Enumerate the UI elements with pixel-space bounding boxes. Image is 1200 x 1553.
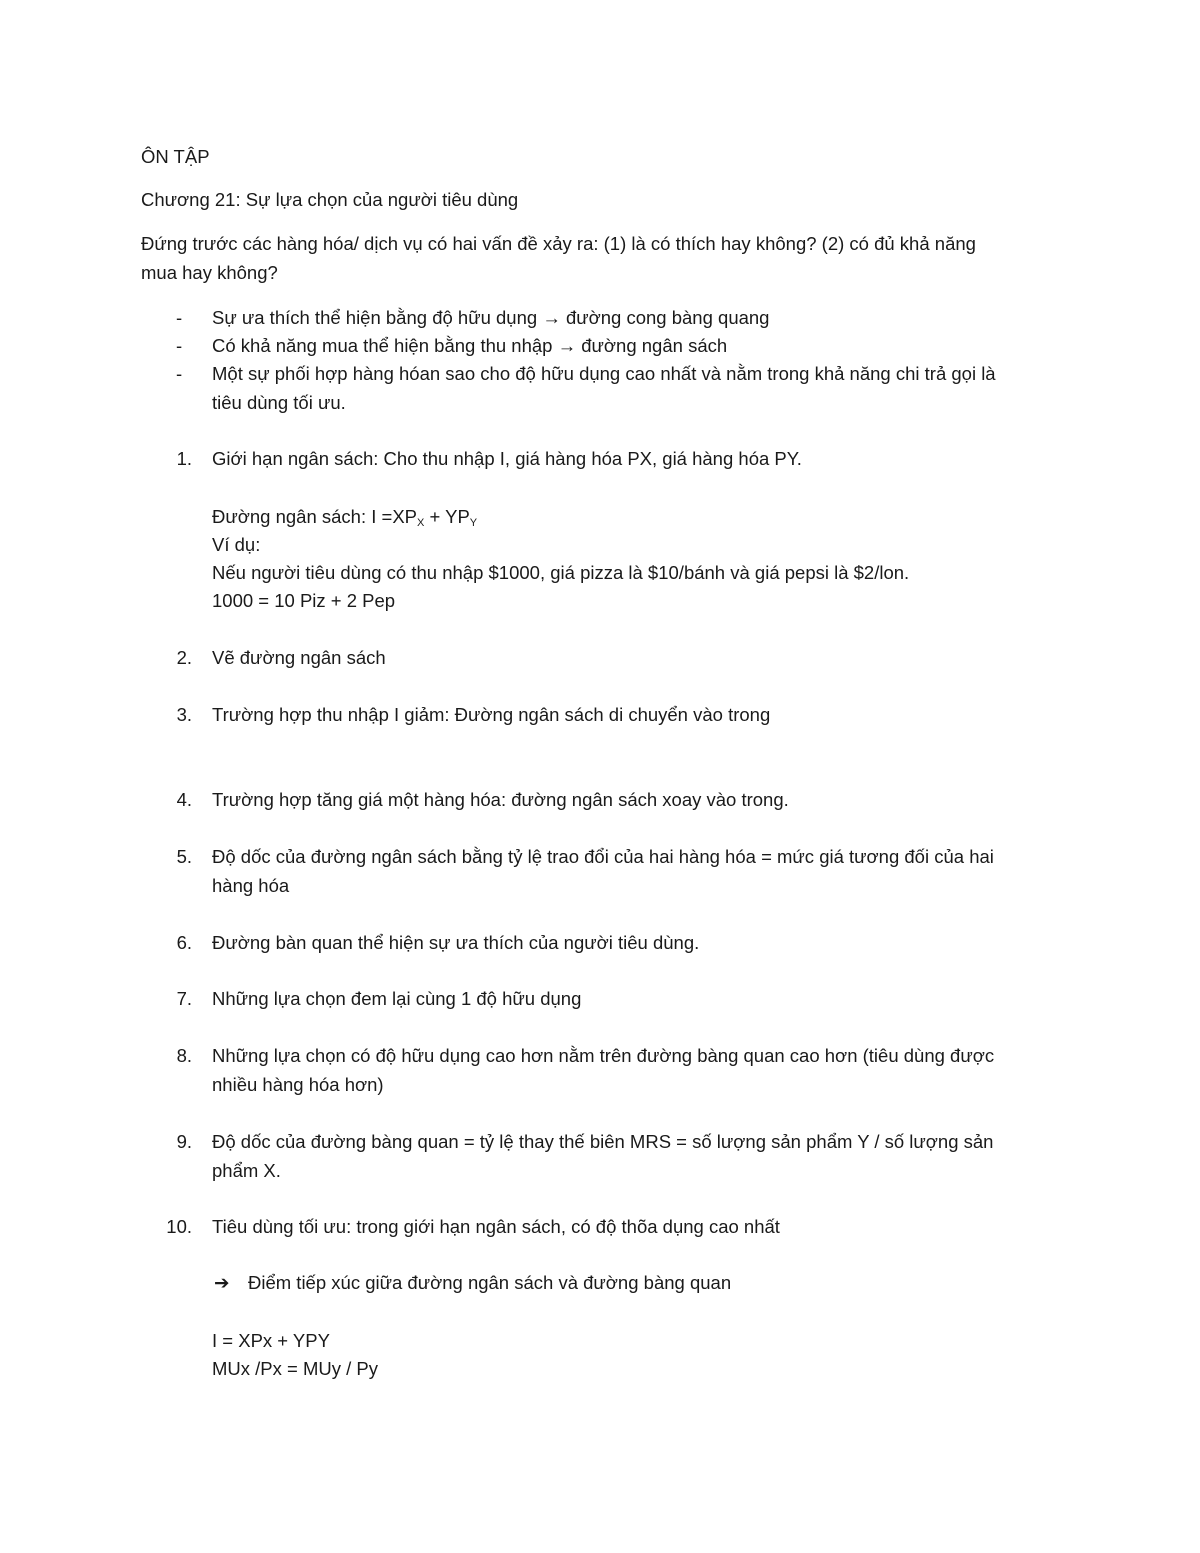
- item-8-line-2: nhiều hàng hóa hơn): [212, 1074, 384, 1095]
- item-9-line-2: phẩm X.: [212, 1160, 281, 1181]
- example-text: Nếu người tiêu dùng có thu nhập $1000, giá pizza là $10/bánh và giá pepsi là $2/lon.: [212, 562, 910, 583]
- bullet-text: đường cong bàng quang: [560, 307, 770, 328]
- item-number: 5.: [176, 846, 192, 867]
- item-number: 7.: [176, 988, 192, 1009]
- bullet-dash: -: [176, 335, 183, 356]
- budget-equation: [212, 505, 477, 529]
- bullet-optimal-line-2: tiêu dùng tối ưu.: [212, 392, 346, 413]
- example-equation: 1000 = 10 Piz + 2 Pep: [212, 590, 396, 611]
- bullet-affordability: [212, 334, 727, 358]
- item-8-line-1: Những lựa chọn có độ hữu dụng cao hơn nằm trên đường bàng quan cao hơn (tiêu dùng được: [212, 1045, 995, 1066]
- item-10-text: Tiêu dùng tối ưu: trong giới hạn ngân sách, có độ thõa dụng cao nhất: [212, 1216, 780, 1237]
- budget-equation-prefix: Đường ngân sách: I =XP: [212, 506, 418, 527]
- item-number: 3.: [176, 704, 192, 725]
- conclusion-text: Điểm tiếp xúc giữa đường ngân sách và đường bàng quan: [248, 1272, 732, 1293]
- bullet-text: Có khả năng mua thể hiện bằng thu nhập: [212, 335, 558, 356]
- example-label: Ví dụ:: [212, 534, 261, 555]
- item-number: 4.: [176, 789, 192, 810]
- item-number: 6.: [176, 932, 192, 953]
- item-7-text: Những lựa chọn đem lại cùng 1 độ hữu dụng: [212, 988, 582, 1009]
- item-number: 1.: [176, 448, 192, 469]
- budget-equation-mid: + YP: [424, 506, 470, 527]
- subscript-y: Y: [469, 517, 478, 529]
- item-number: 9.: [176, 1131, 192, 1152]
- bullet-preference: [212, 306, 769, 330]
- arrow-right-icon: →: [542, 307, 561, 328]
- item-4-text: Trường hợp tăng giá một hàng hóa: đường ngân sách xoay vào trong.: [212, 789, 789, 810]
- item-3-text: Trường hợp thu nhập I giảm: Đường ngân sách di chuyển vào trong: [212, 704, 771, 725]
- item-number: 8.: [176, 1045, 192, 1066]
- bullet-text: đường ngân sách: [576, 335, 728, 356]
- item-5-line-2: hàng hóa: [212, 875, 290, 896]
- item-5-line-1: Độ dốc của đường ngân sách bằng tỷ lệ trao đổi của hai hàng hóa = mức giá tương đối của hai: [212, 846, 994, 867]
- chapter-heading: Chương 21: Sự lựa chọn của người tiêu dùng: [141, 189, 519, 210]
- equation-budget: I = XPx + YPY: [212, 1330, 330, 1351]
- subscript-x: X: [417, 517, 425, 529]
- item-number: 2.: [176, 647, 192, 668]
- item-1-text: Giới hạn ngân sách: Cho thu nhập I, giá hàng hóa PX, giá hàng hóa PY.: [212, 448, 802, 469]
- item-6-text: Đường bàn quan thể hiện sự ưa thích của người tiêu dùng.: [212, 932, 700, 953]
- conclusion-arrow-icon: ➔: [214, 1272, 230, 1293]
- arrow-right-icon: →: [557, 335, 577, 356]
- intro-line-1: Đứng trước các hàng hóa/ dịch vụ có hai vấn đề xảy ra: (1) là có thích hay không? (2) có đủ khả năng: [141, 233, 976, 254]
- document-title: ÔN TẬP: [141, 146, 210, 167]
- bullet-optimal-line-1: Một sự phối hợp hàng hóan sao cho độ hữu dụng cao nhất và nằm trong khả năng chi trả gọi là: [212, 363, 996, 384]
- bullet-text: Sự ưa thích thể hiện bằng độ hữu dụng: [212, 307, 543, 328]
- equation-utility: MUx /Px = MUy / Py: [212, 1358, 379, 1379]
- item-2-text: Vẽ đường ngân sách: [212, 647, 386, 668]
- item-9-line-1: Độ dốc của đường bàng quan = tỷ lệ thay thế biên MRS = số lượng sản phẩm Y / số lượng sản: [212, 1131, 994, 1152]
- bullet-dash: -: [176, 307, 183, 328]
- bullet-dash: -: [176, 363, 183, 384]
- intro-line-2: mua hay không?: [141, 262, 278, 283]
- item-number: 10.: [166, 1216, 192, 1237]
